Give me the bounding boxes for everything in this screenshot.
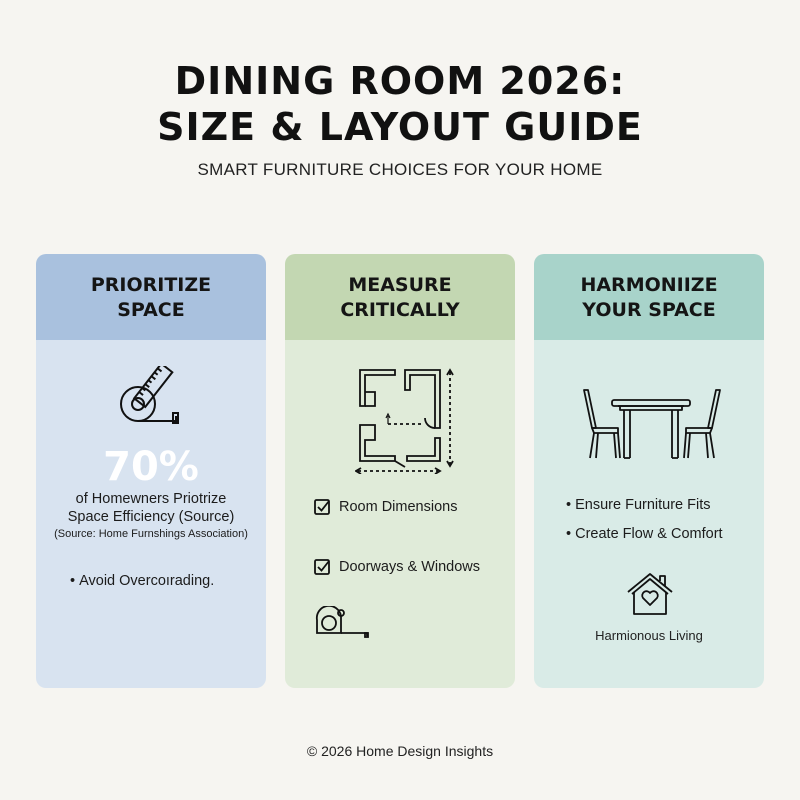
stat-description-line-2: Space Efficiency (Source) — [67, 509, 235, 525]
card-header — [285, 254, 515, 340]
page-subtitle: SMART FURNITURE CHOICES FOR YOUR HOME — [197, 160, 603, 179]
bullet-dot: • — [70, 573, 80, 589]
bullet-text: Create Flow & Comfort — [575, 526, 723, 542]
caption-harmonious-living: Harmionous Living — [595, 628, 703, 643]
stat-description-line-1: of Homewners Priotrize — [75, 491, 227, 507]
title-line-2: SIZE & LAYOUT GUIDE — [157, 105, 643, 149]
stat-value: 70% — [103, 444, 199, 490]
card-header — [534, 254, 764, 340]
card-measure-critically — [285, 254, 515, 688]
checklist-item-label: Room Dimensions — [339, 498, 458, 515]
checkbox-checked-icon — [314, 498, 331, 515]
bullet-dot: • — [566, 526, 576, 542]
bullet-text: Avoid Overcoırading. — [79, 573, 215, 589]
bullet-text: Ensure Furniture Fits — [575, 497, 711, 513]
page-title — [0, 58, 800, 150]
card-body — [285, 340, 515, 688]
checklist-item — [314, 498, 457, 515]
bullet-dot: • — [566, 497, 576, 513]
card-title-line-2: CRITICALLY — [340, 299, 460, 321]
house-heart-icon — [626, 572, 674, 616]
stat-description — [36, 490, 266, 526]
card-body — [36, 340, 266, 688]
card-harmonize-space — [534, 254, 764, 688]
checklist-item — [314, 558, 480, 575]
card-title-line-1: HARMONIIZE — [580, 274, 718, 296]
card-title-line-2: YOUR SPACE — [582, 299, 716, 321]
bullet-item — [70, 572, 214, 590]
card-body — [534, 340, 764, 688]
card-title-line-2: SPACE — [117, 299, 185, 321]
title-line-1: DINING ROOM 2026: — [174, 59, 626, 103]
dining-table-chairs-icon — [582, 388, 722, 460]
card-title-line-1: PRIORITIZE — [90, 274, 212, 296]
card-title-line-1: MEASURE — [348, 274, 452, 296]
floor-plan-icon — [355, 368, 455, 474]
footer-copyright: © 2026 Home Design Insights — [306, 743, 494, 759]
checklist-item-label: Doorways & Windows — [339, 558, 481, 575]
bullet-item — [566, 525, 723, 543]
card-header — [36, 254, 266, 340]
bullet-item — [566, 496, 711, 514]
tape-measure-icon — [313, 606, 371, 640]
stat-source: (Source: Home Furnshings Association) — [54, 528, 248, 540]
checkbox-checked-icon — [314, 558, 331, 575]
tape-measure-ruler-icon — [118, 366, 184, 428]
card-prioritize-space — [36, 254, 266, 688]
